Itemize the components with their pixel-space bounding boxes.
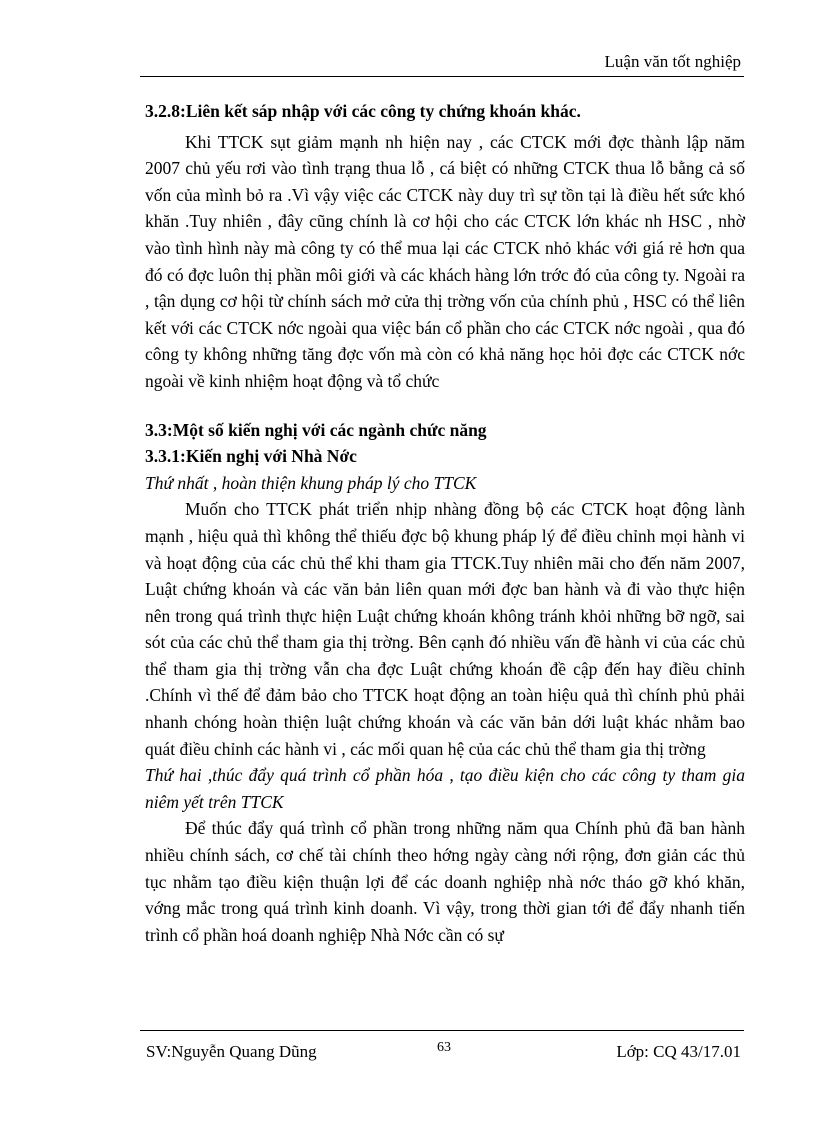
subheading-first-point: Thứ nhất , hoàn thiện khung pháp lý cho TTCK <box>145 472 477 493</box>
header-divider <box>140 76 744 77</box>
second-point-paragraph: Để thúc đẩy quá trình cổ phần trong những năm qua Chính phủ đã ban hành nhiều chính sách, cơ chế tài chính theo hớng ngày càng nới rộng, đơn giản các thủ tục nhằm tạo điều kiện thuận lợi để các doanh nghiệp nhà nớc tháo gỡ khó khăn, vớng mắc trong quá trình kinh doanh. Vì vậy, trong thời gian tới để đẩy nhanh tiến trình cổ phần hoá doanh nghiệp Nhà Nớc cần có sự <box>145 818 745 945</box>
section-3-2-8-heading: 3.2.8:Liên kết sáp nhập với các công ty chứng khoán khác. <box>145 101 581 121</box>
subheading-second-point: Thứ hai ,thúc đẩy quá trình cổ phần hóa , tạo điều kiện cho các công ty tham gia niêm yết trên TTCK <box>145 765 745 812</box>
running-header-title: Luận văn tốt nghiệp <box>604 52 741 71</box>
page-body <box>145 98 745 948</box>
first-point-paragraph: Muốn cho TTCK phát triển nhịp nhàng đồng bộ các CTCK hoạt động lành mạnh , hiệu quả thì không thể thiếu đợc bộ khung pháp lý để điều chỉnh mọi hành vi và hoạt động của các chủ thể khi tham gia TTCK.Tuy nhiên mãi cho đến năm 2007, Luật chứng khoán và các văn bản liên quan mới đợc ban hành và đi vào thực hiện nên trong quá trình thực hiện Luật chứng khoán không tránh khỏi những bỡ ngỡ, sai sót của các chủ thể tham gia thị trờng. Bên cạnh đó nhiều vấn đề hành vi của các chủ thể tham gia thị trờng vẫn cha đợc Luật chứng khoán đề cập đến hay điều chỉnh .Chính vì thế để đảm bảo cho TTCK hoạt động an toàn hiệu quả thì chính phủ phải nhanh chóng hoàn thiện luật chứng khoán và các văn bản dới luật khác nhằm bao quát điều chỉnh các hành vi , các mối quan hệ của các chủ thể tham gia thị trờng <box>145 499 745 759</box>
footer-class-code: Lớp: CQ 43/17.01 <box>616 1042 741 1061</box>
footer-divider <box>140 1030 744 1031</box>
section-3-3-1-heading: 3.3.1:Kiến nghị với Nhà Nớc <box>145 446 357 467</box>
footer-student-name: SV:Nguyễn Quang Dũng <box>146 1042 317 1061</box>
section-3-3-heading: 3.3:Một số kiến nghị với các ngành chức năng <box>145 419 487 440</box>
section-3-2-8-paragraph: Khi TTCK sụt giảm mạnh nh hiện nay , các CTCK mới đợc thành lập năm 2007 chủ yếu rơi vào tình trạng thua lỗ , cá biệt có những CTCK thua lỗ bằng cả số vốn của mình bỏ ra .Vì vậy việc các CTCK này duy trì sự tồn tại là điều hết sức khó khăn .Tuy nhiên , đây cũng chính là cơ hội cho các CTCK lớn khác nh HSC , nhờ vào tình hình này mà công ty có thể mua lại các CTCK nhỏ khác với giá rẻ hơn qua đó có đợc luôn thị phần môi giới và các khách hàng lớn trớc đó của công ty. Ngoài ra , tận dụng cơ hội từ chính sách mở cửa thị trờng vốn của chính phủ , HSC có thể liên kết với các CTCK nớc ngoài qua việc bán cổ phần cho các CTCK nớc ngoài , qua đó công ty không những tăng đợc vốn mà còn có khả năng học hỏi đợc các CTCK nớc ngoài về kinh nhiệm hoạt động và tổ chức <box>145 131 745 391</box>
footer-page-number: 63 <box>437 1040 451 1055</box>
